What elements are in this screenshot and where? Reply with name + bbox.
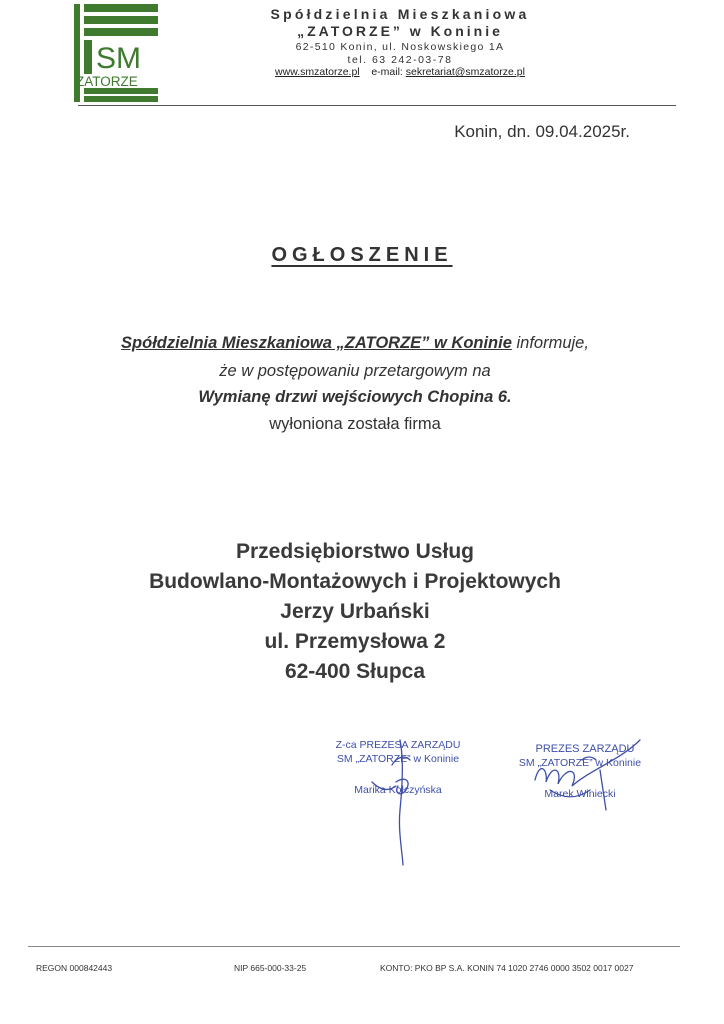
logo-name-text: ZATORZE — [76, 74, 138, 89]
document-title-text: OGŁOSZENIE — [271, 244, 453, 266]
footer-bank-account: KONTO: PKO BP S.A. KONIN 74 1020 2746 0000 3502 0017 0027 — [380, 963, 634, 973]
letterhead-contact — [210, 66, 590, 78]
body-line-3: Wymianę drzwi wejściowych Chopina 6. — [198, 388, 512, 406]
stamp-right-title: PREZES ZARZĄDU — [535, 743, 635, 755]
letterhead-name-line2: „ZATORZE” w Koninie — [297, 23, 503, 39]
stamp-right-org: SM „ZATORZE” w Koninie — [518, 757, 642, 769]
document-date: Konin, dn. 09.04.2025r. — [454, 122, 630, 141]
body-line-2: że w postępowaniu przetargowym na — [219, 362, 491, 380]
document-title — [0, 244, 724, 267]
letterhead-name: Spółdzielnia Mieszkaniowa — [270, 6, 530, 22]
company-line-2: Budowlano-Montażowych i Projektowych — [149, 570, 561, 593]
stamp-left-title: Z-ca PREZESA ZARZĄDU — [335, 739, 461, 751]
cooperative-logo — [74, 4, 158, 102]
body-line-1-rest: informuje, — [511, 334, 589, 352]
stamp-left-person: Marika Kołczyńska — [354, 784, 442, 796]
stamp-right-person: Marek Winiecki — [544, 788, 616, 800]
website-link[interactable]: www.smzatorze.pl — [275, 66, 360, 78]
company-line-5: 62-400 Słupca — [284, 660, 426, 683]
email-link[interactable]: sekretariat@smzatorze.pl — [405, 66, 525, 78]
body-line-1-emphasis: Spółdzielnia Mieszkaniowa „ZATORZE” w Koninie — [121, 334, 512, 352]
email-label: e-mail: — [371, 66, 403, 78]
body-line-1 — [40, 334, 670, 353]
header-divider — [78, 105, 676, 106]
stamp-left-org: SM „ZATORZE” w Koninie — [336, 753, 460, 765]
handwritten-signatures — [300, 720, 680, 870]
body-line-4: wyłoniona została firma — [269, 415, 441, 433]
footer-divider — [28, 946, 680, 947]
letterhead-phone: tel. 63 242-03-78 — [347, 54, 453, 66]
footer-nip: NIP 665-000-33-25 — [234, 963, 307, 973]
logo-sm-text: SM — [96, 42, 141, 75]
letterhead-address: 62-510 Konin, ul. Noskowskiego 1A — [295, 41, 505, 53]
company-line-3: Jerzy Urbański — [280, 600, 430, 623]
footer-regon: REGON 000842443 — [36, 963, 113, 973]
company-line-1: Przedsiębiorstwo Usług — [235, 540, 475, 563]
company-line-4: ul. Przemysłowa 2 — [264, 630, 446, 653]
